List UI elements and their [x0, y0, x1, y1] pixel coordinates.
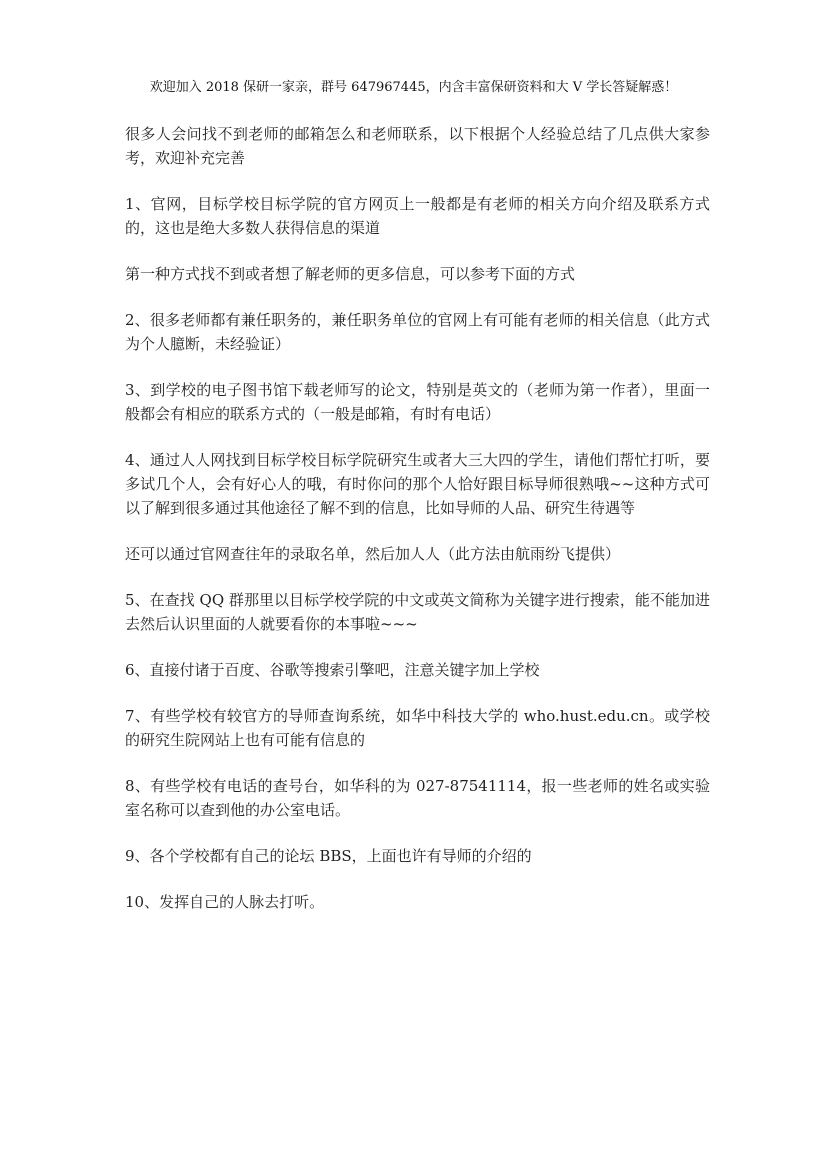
tip-10-network: 10、发挥自己的人脉去打听。: [125, 893, 325, 911]
tip-3-papers: 3、到学校的电子图书馆下载老师写的论文，特别是英文的（老师为第一作者），里面一般都会有相应的联系方式的（一般是邮箱，有时有电话）: [125, 381, 710, 423]
admission-list-note: 还可以通过官网查往年的录取名单，然后加人人（此方法由航雨纷飞提供）: [125, 545, 621, 563]
tip-5-qq-groups: 5、在查找 QQ 群那里以目标学校学院的中文或英文简称为关键字进行搜索，能不能加进去然后认识里面的人就要看你的本事啦~~~: [125, 591, 710, 633]
intro-paragraph: 很多人会问找不到老师的邮箱怎么和老师联系，以下根据个人经验总结了几点供大家参考，欢迎补充完善: [125, 125, 710, 167]
transition-note: 第一种方式找不到或者想了解老师的更多信息，可以参考下面的方式: [125, 265, 576, 283]
article-body: [125, 122, 710, 936]
group-notice: 欢迎加入 2018 保研一家亲，群号 647967445，内含丰富保研资料和大 V 学长答疑解惑！: [149, 80, 678, 95]
tip-2-part-time-posts: 2、很多老师都有兼任职务的，兼任职务单位的官网上有可能有老师的相关信息（此方式为个人臆断，未经验证）: [125, 311, 710, 353]
tip-7-advisor-system: 7、有些学校有较官方的导师查询系统，如华中科技大学的 who.hust.edu.cn。或学校的研究生院网站上也有可能有信息的: [125, 707, 710, 749]
tip-1-official-site: 1、官网，目标学校目标学院的官方网页上一般都是有老师的相关方向介绍及联系方式的，这也是绝大多数人获得信息的渠道: [125, 195, 710, 237]
tip-4-renren: 4、通过人人网找到目标学校目标学院研究生或者大三大四的学生，请他们帮忙打听，要多试几个人，会有好心人的哦，有时你问的那个人恰好跟目标导师很熟哦~~这种方式可以了解到很多通过其他途径了解不到的信息，比如导师的人品、研究生待遇等: [125, 451, 710, 517]
tip-9-bbs: 9、各个学校都有自己的论坛 BBS，上面也许有导师的介绍的: [125, 847, 532, 865]
tip-8-phone-directory: 8、有些学校有电话的查号台，如华科的为 027-87541114，报一些老师的姓名或实验室名称可以查到他的办公室电话。: [125, 777, 710, 819]
tip-6-search-engines: 6、直接付诸于百度、谷歌等搜索引擎吧，注意关键字加上学校: [125, 661, 540, 679]
